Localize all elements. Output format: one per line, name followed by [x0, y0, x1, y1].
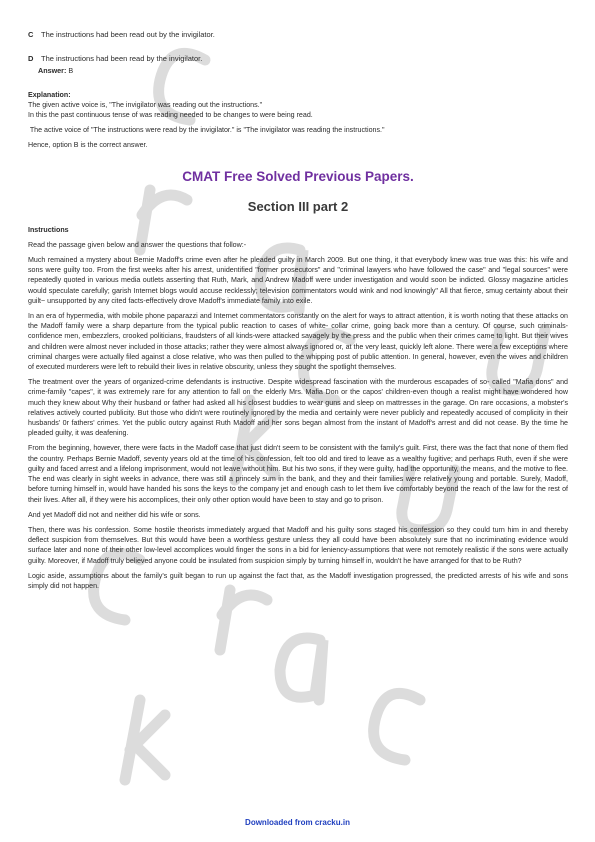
passage-paragraph: Then, there was his confession. Some hostile theorists immediately argued that Madoff and his guilty sons staged his confession so they could turn him in and thereby deflect suspicion from themselves. But this would have been a worthless gesture unless they all could have been absolutely sure that no incriminating evidence would surface later and none of their other low-level accomplices would finger the sons in a bid for leniency-assumptions that were not remotely realistic if the sons were actually guilty. Moreover, if Madoff truly believed anyone could be insulated from suspicion simply by turning himself in, wouldn't he have arranged for that to be Ruth?: [28, 525, 568, 565]
passage-paragraph: Much remained a mystery about Bernie Madoff's crime even after he pleaded guilty in March 2009. But one thing, it that everybody knew was true was this: his wife and sons were guilty too. From the first weeks after his arrest, unidentified "former prosecutors" and "criminal lawyers who have followed the case" and "legal sources" were repeatedly quoted in various media outlets asserting that Ruth, Mark, and Andrew Madoff were under investigation and would soon be indicted. Glossy magazine articles would speculate carefully; garish Internet blogs would accuse recklessly; television commentators would wink and nod knowingly" All that fierce, smug certainty about their guilt~ unsupported by any cited facts-effectively drove Madoff's immediate family into exile.: [28, 256, 568, 305]
passage-paragraph: The treatment over the years of organized-crime defendants is instructive. Despite widespread fascination with the murderous escapades of so- called "Mafia dons" and crime-family "capes", it was extremely rare for any attention to fall on the elderly Mrs. Mafia Don or the capos' children-even though a realist might have wondered how much they knew about Why their husband or father had asked all his closest buddies to wear guns and sleep on mattresses in the garage. On rare occasions, a mobster's relatives actively courted publicity. But those who didn't were routinely ignored by the media and certainly were never publicly and repeatedly accused of complicity in their husbands' 0r fathers' crimes. Yet the public outcry against Ruth Madoff and her sons began almost from the instant of Madoff's arrest and did not cease. By the time he pleaded guilty, it was deafening.: [28, 378, 568, 438]
option-letter: C: [28, 30, 34, 39]
explanation-line: The given active voice is, "The invigilator was reading out the instructions.": [28, 100, 263, 109]
explanation-line: The active voice of "The instructions were read by the invigilator." is "The invigilator was reading the instructions.": [28, 126, 385, 135]
explanation-conclusion: Hence, option B is the correct answer.: [28, 141, 148, 150]
main-title: CMAT Free Solved Previous Papers.: [182, 168, 414, 184]
page-content: [28, 30, 568, 591]
option-d: [28, 54, 568, 64]
answer: [38, 66, 568, 76]
footer-download-link[interactable]: Downloaded from cracku.in: [245, 818, 350, 827]
passage-paragraph: From the beginning, however, there were facts in the Madoff case that just didn't seem to be consistent with the family's guilt. First, there was the fact that none of them fled the country. Perhaps Bernie Madoff, seventy years old at the time of his confession, felt too old and tired to leave as a wealthy fugitive; and perhaps Ruth, even if she were guilty and faced arrest and a lifelong imprisonment, would not leave without him. But his two sons, if they were guilty, had the opportunity, the means, and the motive to flee. The end was clearly in sight weeks in advance, there was still a princely sum in the bank, and they and their families were relatively young and portable. Surely, Madoff, before turning himself in, would have handed his sons the keys to the company jet and enough cash to let them live comfortably beyond the reach of the law for the rest of their lives. After all, if they were his accomplices, their only other option would have been to stay and go to prison.: [28, 444, 568, 504]
explanation-heading: Explanation:: [28, 90, 71, 99]
instructions-text: Read the passage given below and answer the questions that follow:-: [28, 240, 247, 249]
answer-value: B: [68, 66, 74, 76]
explanation-line: In this the past continuous tense of was reading needed to be changes to were being read.: [28, 111, 313, 120]
instructions-heading: Instructions: [28, 225, 69, 234]
watermark-k-2: [125, 700, 165, 780]
passage-paragraph: In an era of hypermedia, with mobile phone paparazzi and Internet commentators constantly on the alert for ways to attract attention, it is worth noting that these attacks on the Madoff family were a sharp departure from the typical public reaction to cases of white- collar crime, going back more than a century. Of course, such criminals-confidence men, embezzlers, crooked politicians, fraudsters of all kinds-were attacked savagely by the press and the public when their crimes came to light. But their wives and children were almost never included in those attacks; rather they were almost always ignored or, at the very least, quickly left alone. There were a few exceptions where criminal charges were actually filed against a close relative, who was then pulled to the whipping post of public attention. In general, however, even the wives and children of executed murderers were left to rebuild their lives in relative obscurity, unless they sought the spotlight themselves.: [28, 312, 568, 372]
watermark-r-2: [220, 590, 267, 650]
passage-paragraph: Logic aside, assumptions about the family's guilt began to run up against the fact that, as the Madoff investigation progressed, the predicted arrests of his wife and sons simply did not happen.: [28, 571, 568, 590]
section-title: Section III part 2: [247, 198, 349, 214]
watermark-a-2: [280, 638, 323, 700]
answer-label: Answer:: [38, 66, 67, 76]
option-letter: D: [28, 54, 34, 64]
watermark-c-4: [374, 693, 420, 760]
option-c: [28, 30, 568, 40]
option-text: The instructions had been read out by the invigilator.: [41, 30, 215, 39]
option-text: The instructions had been read by the invigilator.: [41, 54, 203, 64]
passage-paragraph: And yet Madoff did not and neither did his wife or sons.: [28, 510, 201, 519]
